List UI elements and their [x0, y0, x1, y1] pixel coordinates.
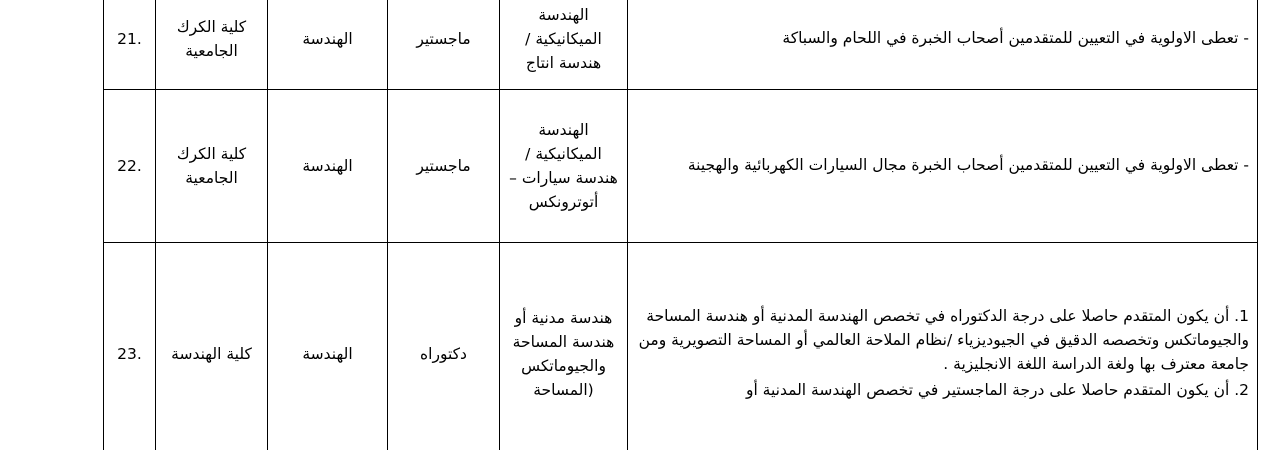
condition-line: - تعطى الاولوية في التعيين للمتقدمين أصحاب الخبرة مجال السيارات الكهربائية والهجينة	[687, 155, 1249, 174]
condition-line: 1. أن يكون المتقدم حاصلا على درجة الدكتوراه في تخصص الهندسة المدنية أو هندسة المساحة والجيوماتكس وتخصصه الدقيق في الجيوديزياء /نظام الملاحة العالمي أو المساحة التصويرية ومن جامعة معترف بها ولغة الدراسة اللغة الانجليزية .	[638, 306, 1249, 373]
specialty-line: الميكانيكية /	[525, 29, 602, 48]
row-conditions	[628, 243, 1258, 450]
row-specialty	[500, 90, 628, 243]
specialty-line: الهندسة	[538, 120, 589, 139]
table-row	[104, 90, 1258, 243]
row-college: كلية الكرك الجامعية	[156, 90, 268, 243]
specialty-line: هندسة سيارات –	[509, 169, 618, 187]
row-conditions	[628, 90, 1258, 243]
table-row	[104, 243, 1258, 450]
row-degree: دكتوراه	[388, 243, 500, 450]
table-row	[104, 0, 1258, 90]
specialty-line: الهندسة	[538, 5, 589, 24]
row-faculty: الهندسة	[268, 243, 388, 450]
row-faculty: الهندسة	[268, 0, 388, 90]
condition-line: - تعطى الاولوية في التعيين للمتقدمين أصحاب الخبرة في اللحام والسباكة	[782, 28, 1249, 47]
row-degree: ماجستير	[388, 90, 500, 243]
specialty-line: (المساحة	[533, 381, 594, 400]
row-number: 21.	[104, 0, 156, 90]
specialty-line: هندسة المساحة	[512, 332, 615, 351]
specialty-line: هندسة انتاج	[525, 54, 602, 72]
row-college: كلية الهندسة	[156, 243, 268, 450]
requirements-table	[103, 0, 1258, 450]
row-specialty	[500, 243, 628, 450]
row-specialty	[500, 0, 628, 90]
row-degree: ماجستير	[388, 0, 500, 90]
row-number: 23.	[104, 243, 156, 450]
row-number: 22.	[104, 90, 156, 243]
row-faculty: الهندسة	[268, 90, 388, 243]
specialty-line: هندسة مدنية أو	[514, 308, 613, 327]
row-college: كلية الكرك الجامعية	[156, 0, 268, 90]
specialty-line: والجيوماتكس	[521, 357, 606, 375]
row-conditions	[628, 0, 1258, 90]
specialty-line: أتوترونكس	[528, 193, 599, 212]
specialty-line: الميكانيكية /	[525, 144, 602, 163]
condition-line: 2. أن يكون المتقدم حاصلا على درجة الماجستير في تخصص الهندسة المدنية أو	[745, 381, 1249, 400]
